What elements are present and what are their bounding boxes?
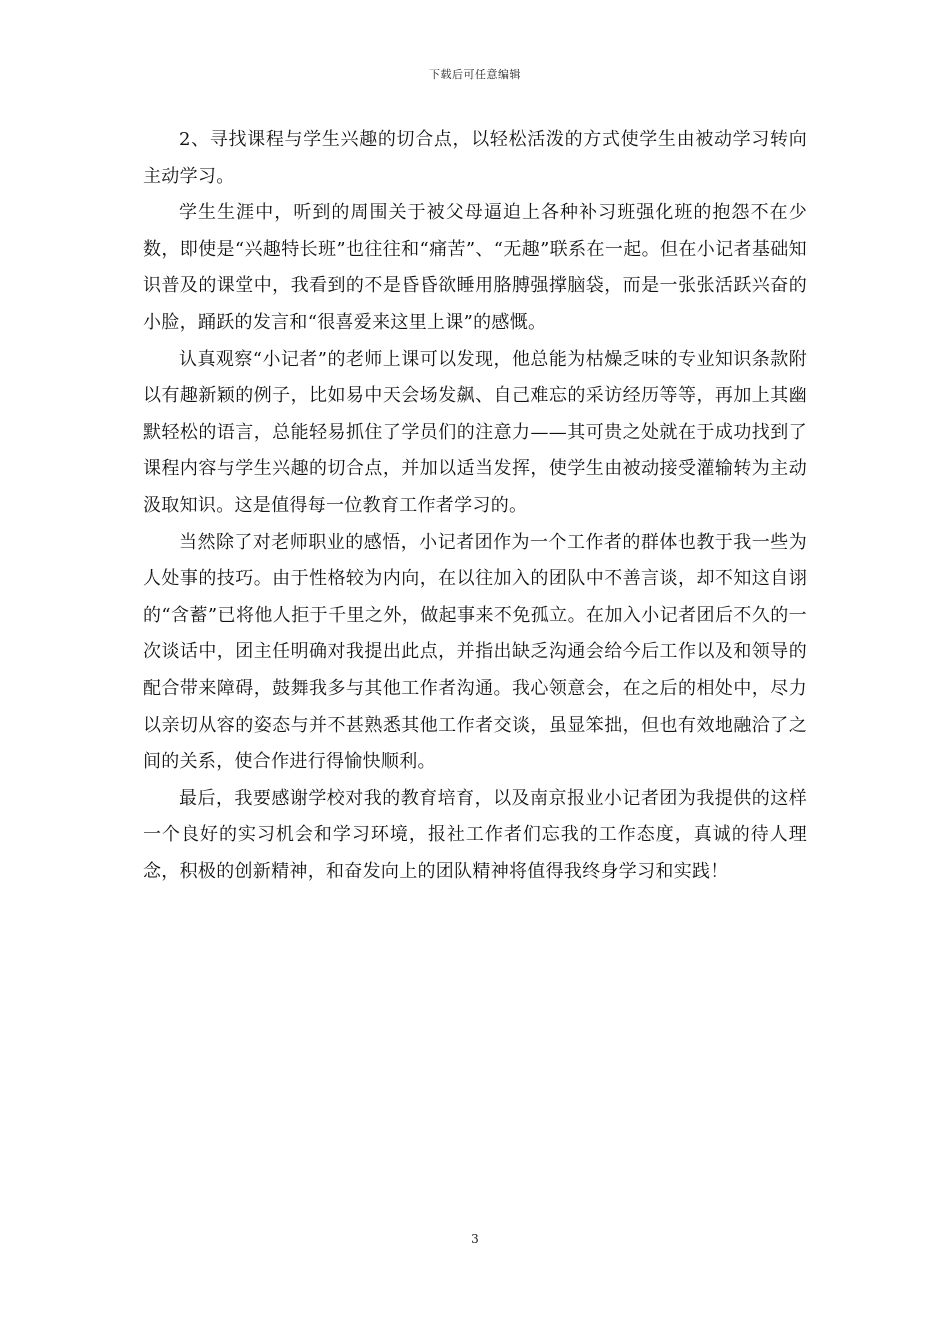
- document-body: [143, 122, 807, 890]
- paragraph-5: 最后，我要感谢学校对我的教育培育，以及南京报业小记者团为我提供的这样一个良好的实习机会和学习环境，报社工作者们忘我的工作态度，真诚的待人理念，积极的创新精神，和奋发向上的团队精神将值得我终身学习和实践！: [143, 787, 807, 882]
- paragraph-3: 认真观察“小记者”的老师上课可以发现，他总能为枯燥乏味的专业知识条款附以有趣新颖的例子，比如易中天会场发飙、自己难忘的采访经历等等，再加上其幽默轻松的语言，总能轻易抓住了学员们的注意力——其可贵之处就在于成功找到了课程内容与学生兴趣的切合点，并加以适当发挥，使学生由被动接受灌输转为主动汲取知识。这是值得每一位教育工作者学习的。: [143, 348, 807, 516]
- paragraph-4: 当然除了对老师职业的感悟，小记者团作为一个工作者的群体也教于我一些为人处事的技巧。由于性格较为内向，在以往加入的团队中不善言谈，却不知这自诩的“含蓄”已将他人拒于千里之外，做起事来不免孤立。在加入小记者团后不久的一次谈话中，团主任明确对我提出此点，并指出缺乏沟通会给今后工作以及和领导的配合带来障碍，鼓舞我多与其他工作者沟通。我心领意会，在之后的相处中，尽力以亲切从容的姿态与并不甚熟悉其他工作者交谈，虽显笨拙，但也有效地融洽了之间的关系，使合作进行得愉快顺利。: [143, 531, 807, 773]
- page-number: 3: [471, 1232, 479, 1246]
- header-note: 下载后可任意编辑: [429, 68, 521, 81]
- paragraph-2: 学生生涯中，听到的周围关于被父母逼迫上各种补习班强化班的抱怨不在少数，即使是“兴趣特长班”也往往和“痛苦”、“无趣”联系在一起。但在小记者基础知识普及的课堂中，我看到的不是昏昏欲睡用胳膊强撑脑袋，而是一张张活跃兴奋的小脸，踊跃的发言和“很喜爱来这里上课”的感慨。: [143, 202, 807, 333]
- paragraph-1: 2、寻找课程与学生兴趣的切合点，以轻松活泼的方式使学生由被动学习转向主动学习。: [143, 129, 807, 187]
